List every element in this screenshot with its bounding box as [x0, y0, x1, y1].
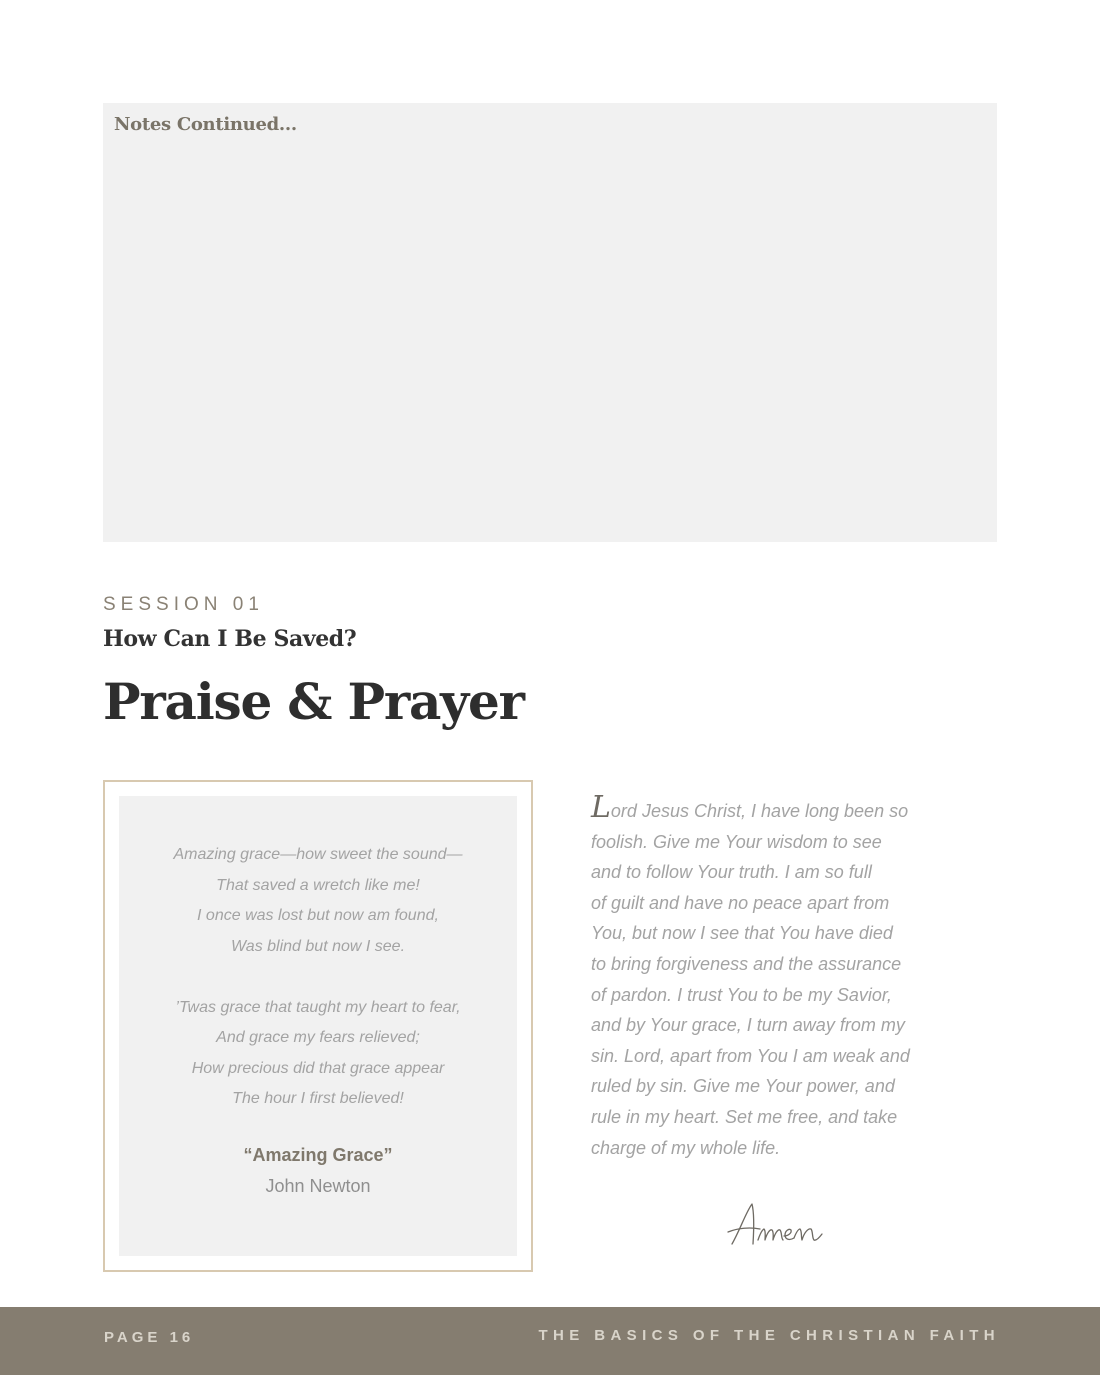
page-number: PAGE 16 — [104, 1329, 195, 1346]
hymn-line: And grace my fears relieved; — [216, 1029, 420, 1046]
notes-area[interactable] — [103, 103, 997, 542]
hymn-lyrics — [119, 840, 517, 1115]
amen-signature — [726, 1198, 836, 1254]
prayer-line: rule in my heart. Set me free, and take — [591, 1106, 898, 1127]
hymn-frame — [103, 780, 533, 1272]
hymn-author: John Newton — [265, 1176, 371, 1196]
prayer-line: charge of my whole life. — [591, 1137, 781, 1158]
prayer-line — [591, 790, 991, 827]
prayer-line: of guilt and have no peace apart from — [591, 892, 890, 913]
prayer-line: and by Your grace, I turn away from my — [591, 1015, 905, 1036]
prayer-line: sin. Lord, apart from You I am weak and — [591, 1045, 910, 1066]
drop-cap: L — [591, 790, 611, 825]
notes-title: Notes Continued... — [114, 114, 297, 135]
book-title: THE BASICS OF THE CHRISTIAN FAITH — [538, 1327, 1000, 1344]
stanza-divider — [119, 962, 517, 993]
prayer-line: You, but now I see that You have died — [591, 923, 893, 944]
prayer-line: of pardon. I trust You to be my Savior, — [591, 984, 892, 1005]
session-label: SESSION 01 — [103, 594, 264, 615]
page-heading: Praise & Prayer — [103, 672, 524, 731]
hymn-song-title: “Amazing Grace” — [243, 1145, 393, 1165]
prayer-line-text: ord Jesus Christ, I have long been so — [610, 801, 909, 821]
prayer-text — [591, 790, 991, 1163]
hymn-panel — [119, 796, 517, 1256]
hymn-credit — [119, 1140, 517, 1202]
hymn-line: How precious did that grace appear — [191, 1059, 445, 1077]
hymn-line: The hour I first believed! — [232, 1090, 404, 1107]
prayer-line: ruled by sin. Give me Your power, and — [591, 1076, 895, 1097]
hymn-line: ’Twas grace that taught my heart to fear, — [175, 998, 461, 1016]
session-title: How Can I Be Saved? — [103, 626, 357, 652]
prayer-line: to bring forgiveness and the assurance — [591, 953, 902, 974]
hymn-line: That saved a wretch like me! — [216, 876, 420, 894]
prayer-line: and to follow Your truth. I am so full — [591, 862, 872, 883]
prayer-line: foolish. Give me Your wisdom to see — [591, 831, 882, 852]
hymn-line: Amazing grace—how sweet the sound— — [173, 846, 463, 863]
page-footer — [0, 1307, 1100, 1375]
hymn-line: I once was lost but now am found, — [197, 907, 439, 924]
hymn-line: Was blind but now I see. — [230, 937, 406, 955]
